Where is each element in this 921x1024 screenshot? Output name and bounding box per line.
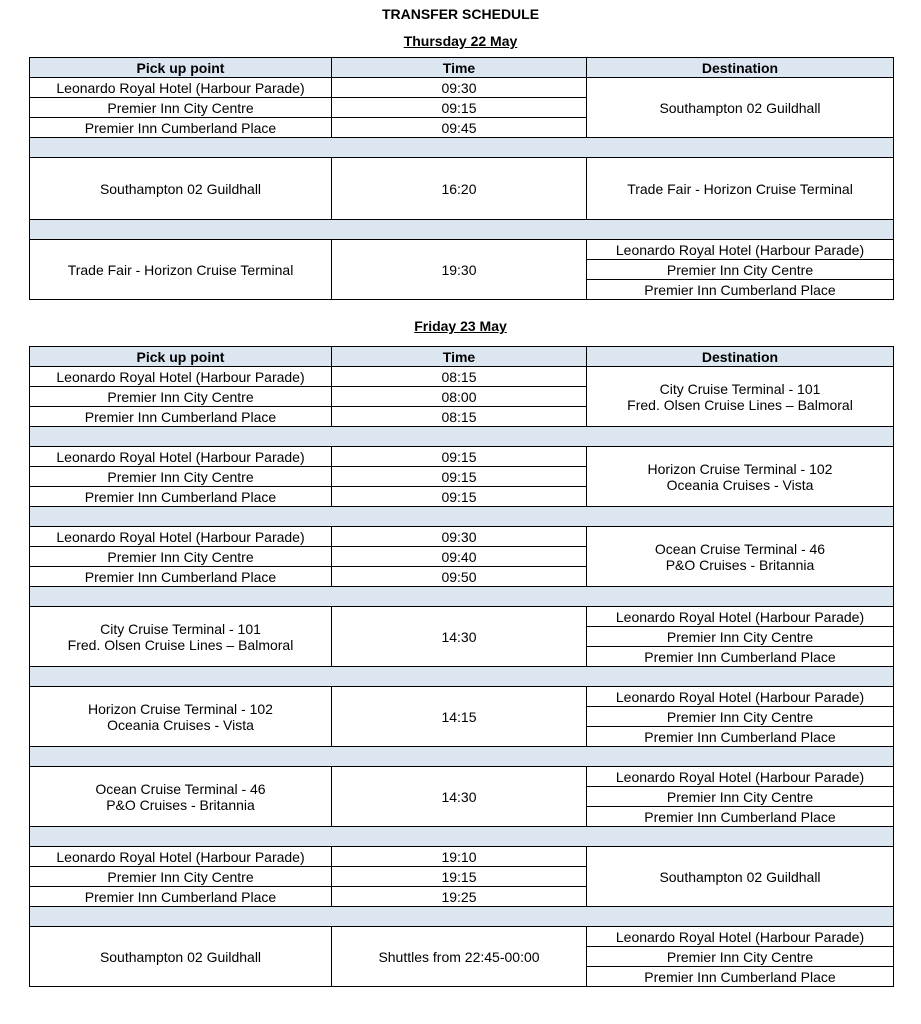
terminal-name: Horizon Cruise Terminal - 102 <box>88 700 273 717</box>
pickup-cell: Leonardo Royal Hotel (Harbour Parade) <box>30 78 332 98</box>
time-cell: 19:15 <box>332 867 587 887</box>
destination-cell: Premier Inn City Centre <box>587 707 894 727</box>
time-cell: 09:15 <box>332 98 587 118</box>
destination-cell: Premier Inn City Centre <box>587 947 894 967</box>
day-heading-thursday: Thursday 22 May <box>403 33 518 49</box>
pickup-cell: Premier Inn City Centre <box>30 547 332 567</box>
destination-cell: Southampton 02 Guildhall <box>587 78 894 138</box>
thursday-schedule-table <box>29 57 894 300</box>
pickup-cell: Southampton 02 Guildhall <box>30 927 332 987</box>
time-cell: 08:15 <box>332 407 587 427</box>
separator-row <box>30 587 894 607</box>
page-title: TRANSFER SCHEDULE <box>381 6 540 22</box>
pickup-cell: Leonardo Royal Hotel (Harbour Parade) <box>30 367 332 387</box>
table-row <box>30 927 894 947</box>
separator-row <box>30 507 894 527</box>
time-cell: 09:40 <box>332 547 587 567</box>
ship-name: Oceania Cruises - Vista <box>666 476 814 493</box>
destination-cell: Leonardo Royal Hotel (Harbour Parade) <box>587 240 894 260</box>
time-cell: 09:30 <box>332 78 587 98</box>
time-cell: 08:00 <box>332 387 587 407</box>
pickup-cell: Premier Inn City Centre <box>30 867 332 887</box>
table-header-row <box>30 58 894 78</box>
terminal-name: Ocean Cruise Terminal - 46 <box>95 780 266 797</box>
time-cell: 14:30 <box>332 767 587 827</box>
destination-cell: Leonardo Royal Hotel (Harbour Parade) <box>587 607 894 627</box>
destination-cell: Leonardo Royal Hotel (Harbour Parade) <box>587 927 894 947</box>
destination-cell: Leonardo Royal Hotel (Harbour Parade) <box>587 767 894 787</box>
terminal-name: City Cruise Terminal - 101 <box>100 620 261 637</box>
header-destination: Destination <box>587 347 894 367</box>
terminal-name: Ocean Cruise Terminal - 46 <box>654 540 826 557</box>
table-row <box>30 847 894 867</box>
pickup-cell: Trade Fair - Horizon Cruise Terminal <box>30 240 332 300</box>
header-time: Time <box>332 58 587 78</box>
table-row <box>30 78 894 98</box>
destination-cell: Premier Inn Cumberland Place <box>587 280 894 300</box>
time-cell: 09:15 <box>332 467 587 487</box>
table-row <box>30 240 894 260</box>
time-cell: 09:30 <box>332 527 587 547</box>
table-row <box>30 607 894 627</box>
pickup-cell: Southampton 02 Guildhall <box>30 158 332 220</box>
time-cell: 14:15 <box>332 687 587 747</box>
pickup-cell <box>30 687 332 747</box>
table-row <box>30 767 894 787</box>
day-heading-friday: Friday 23 May <box>414 318 507 334</box>
time-cell: Shuttles from 22:45-00:00 <box>332 927 587 987</box>
pickup-cell: Premier Inn Cumberland Place <box>30 487 332 507</box>
time-cell: 19:25 <box>332 887 587 907</box>
pickup-cell: Premier Inn City Centre <box>30 387 332 407</box>
header-pickup: Pick up point <box>30 347 332 367</box>
time-cell: 09:45 <box>332 118 587 138</box>
separator-row <box>30 827 894 847</box>
ship-name: P&O Cruises - Britannia <box>665 556 815 573</box>
separator-row <box>30 220 894 240</box>
terminal-name: City Cruise Terminal - 101 <box>659 380 821 397</box>
pickup-cell: Premier Inn Cumberland Place <box>30 567 332 587</box>
time-cell: 08:15 <box>332 367 587 387</box>
table-row <box>30 687 894 707</box>
time-cell: 09:50 <box>332 567 587 587</box>
separator-row <box>30 907 894 927</box>
table-row <box>30 367 894 387</box>
destination-cell: Premier Inn Cumberland Place <box>587 967 894 987</box>
destination-cell: Trade Fair - Horizon Cruise Terminal <box>587 158 894 220</box>
ship-name: Fred. Olsen Cruise Lines – Balmoral <box>627 396 853 413</box>
ship-name: Oceania Cruises - Vista <box>107 716 254 733</box>
table-row <box>30 527 894 547</box>
pickup-cell: Premier Inn City Centre <box>30 467 332 487</box>
pickup-cell: Leonardo Royal Hotel (Harbour Parade) <box>30 847 332 867</box>
ship-name: P&O Cruises - Britannia <box>106 796 255 813</box>
ship-name: Fred. Olsen Cruise Lines – Balmoral <box>67 636 294 653</box>
pickup-cell: Premier Inn Cumberland Place <box>30 118 332 138</box>
time-cell: 19:30 <box>332 240 587 300</box>
destination-cell <box>587 447 894 507</box>
destination-cell: Southampton 02 Guildhall <box>587 847 894 907</box>
separator-row <box>30 427 894 447</box>
time-cell: 19:10 <box>332 847 587 867</box>
separator-row <box>30 138 894 158</box>
pickup-cell: Leonardo Royal Hotel (Harbour Parade) <box>30 447 332 467</box>
pickup-cell <box>30 767 332 827</box>
table-row <box>30 447 894 467</box>
header-destination: Destination <box>587 58 894 78</box>
header-time: Time <box>332 347 587 367</box>
destination-cell: Premier Inn City Centre <box>587 787 894 807</box>
destination-cell: Premier Inn City Centre <box>587 627 894 647</box>
friday-schedule-table <box>29 346 894 987</box>
destination-cell: Premier Inn City Centre <box>587 260 894 280</box>
destination-cell <box>587 367 894 427</box>
table-header-row <box>30 347 894 367</box>
time-cell: 16:20 <box>332 158 587 220</box>
terminal-name: Horizon Cruise Terminal - 102 <box>647 460 833 477</box>
time-cell: 09:15 <box>332 447 587 467</box>
pickup-cell: Premier Inn Cumberland Place <box>30 407 332 427</box>
destination-cell: Premier Inn Cumberland Place <box>587 807 894 827</box>
table-row <box>30 158 894 220</box>
destination-cell: Premier Inn Cumberland Place <box>587 727 894 747</box>
header-pickup: Pick up point <box>30 58 332 78</box>
separator-row <box>30 667 894 687</box>
pickup-cell: Leonardo Royal Hotel (Harbour Parade) <box>30 527 332 547</box>
destination-cell: Premier Inn Cumberland Place <box>587 647 894 667</box>
destination-cell <box>587 527 894 587</box>
destination-cell: Leonardo Royal Hotel (Harbour Parade) <box>587 687 894 707</box>
pickup-cell: Premier Inn Cumberland Place <box>30 887 332 907</box>
separator-row <box>30 747 894 767</box>
pickup-cell <box>30 607 332 667</box>
time-cell: 09:15 <box>332 487 587 507</box>
time-cell: 14:30 <box>332 607 587 667</box>
pickup-cell: Premier Inn City Centre <box>30 98 332 118</box>
